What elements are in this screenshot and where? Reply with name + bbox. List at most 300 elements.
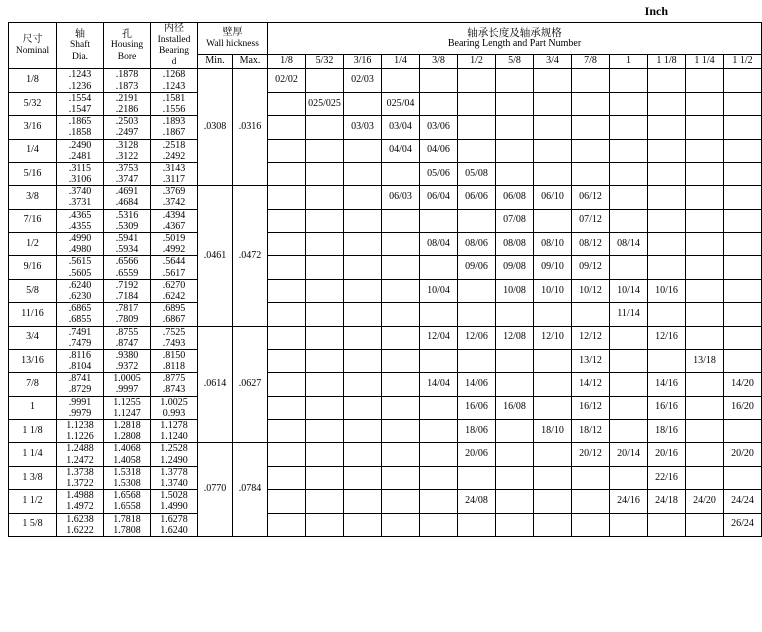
cell-part-number <box>572 162 610 185</box>
cell-part-number <box>534 162 572 185</box>
cell-part-number <box>610 420 648 443</box>
cell-part-number <box>496 69 534 92</box>
cell-part-number <box>686 139 724 162</box>
cell-part-number <box>610 186 648 209</box>
cell-part-number <box>458 349 496 372</box>
cell-shaft-dia: 1.2488 1.2472 <box>57 443 104 466</box>
cell-part-number <box>534 466 572 489</box>
cell-part-number <box>458 209 496 232</box>
cell-installed-bearing: .5019 .4992 <box>151 233 198 256</box>
cell-part-number <box>534 116 572 139</box>
cell-part-number: 26/24 <box>724 513 762 536</box>
cell-housing-bore: .2503 .2497 <box>104 116 151 139</box>
cell-part-number <box>306 233 344 256</box>
header-length-5: 1/2 <box>458 55 496 69</box>
cell-housing-bore: .5941 .5934 <box>104 233 151 256</box>
cell-part-number <box>572 116 610 139</box>
cell-part-number <box>610 116 648 139</box>
cell-nominal-size: 3/8 <box>9 186 57 209</box>
cell-part-number: 24/08 <box>458 490 496 513</box>
cell-housing-bore: .3753 .3747 <box>104 162 151 185</box>
cell-part-number: 13/18 <box>686 349 724 372</box>
cell-part-number <box>420 256 458 279</box>
cell-part-number: 04/06 <box>420 139 458 162</box>
table-row <box>9 92 762 115</box>
header-size-en: Nominal <box>15 46 50 56</box>
cell-part-number <box>306 116 344 139</box>
cell-part-number <box>268 303 306 326</box>
cell-shaft-dia: .8741 .8729 <box>57 373 104 396</box>
cell-part-number <box>268 279 306 302</box>
cell-part-number <box>268 209 306 232</box>
cell-part-number: 14/16 <box>648 373 686 396</box>
cell-part-number <box>306 420 344 443</box>
table-row <box>9 326 762 349</box>
cell-part-number: 14/20 <box>724 373 762 396</box>
cell-nominal-size: 5/16 <box>9 162 57 185</box>
cell-installed-bearing: .6270 .6242 <box>151 279 198 302</box>
header-bore-en2: Bearing <box>158 46 190 56</box>
cell-part-number <box>268 256 306 279</box>
table-row <box>9 420 762 443</box>
cell-wall-min: .0614 <box>198 326 233 443</box>
cell-part-number <box>686 373 724 396</box>
table-row <box>9 396 762 419</box>
cell-nominal-size: 1/8 <box>9 69 57 92</box>
cell-part-number <box>648 162 686 185</box>
cell-part-number <box>610 326 648 349</box>
cell-housing-bore: 1.6568 1.6558 <box>104 490 151 513</box>
header-row-group-titles <box>9 23 762 55</box>
table-row <box>9 490 762 513</box>
cell-part-number <box>724 256 762 279</box>
cell-part-number: 20/20 <box>724 443 762 466</box>
cell-part-number <box>686 326 724 349</box>
cell-part-number <box>306 303 344 326</box>
cell-shaft-dia: .6240 .6230 <box>57 279 104 302</box>
cell-shaft-dia: .3740 .3731 <box>57 186 104 209</box>
cell-part-number <box>344 326 382 349</box>
cell-part-number <box>724 466 762 489</box>
cell-nominal-size: 1 3/8 <box>9 466 57 489</box>
cell-part-number: 10/08 <box>496 279 534 302</box>
cell-shaft-dia: .6865 .6855 <box>57 303 104 326</box>
cell-part-number <box>610 69 648 92</box>
header-length-4: 3/8 <box>420 55 458 69</box>
cell-nominal-size: 7/8 <box>9 373 57 396</box>
cell-part-number <box>534 513 572 536</box>
cell-part-number <box>496 116 534 139</box>
cell-part-number: 12/16 <box>648 326 686 349</box>
table-row <box>9 256 762 279</box>
cell-nominal-size: 3/4 <box>9 326 57 349</box>
header-wall-en: Wall hickness <box>206 38 259 49</box>
cell-part-number <box>572 513 610 536</box>
header-housing-en1: Housing <box>110 40 144 51</box>
header-shaft-en1: Shaft <box>69 40 91 51</box>
cell-housing-bore: .7192 .7184 <box>104 279 151 302</box>
header-length-2: 3/16 <box>344 55 382 69</box>
cell-part-number: 05/06 <box>420 162 458 185</box>
cell-part-number <box>572 92 610 115</box>
cell-part-number <box>686 186 724 209</box>
cell-nominal-size: 1 <box>9 396 57 419</box>
cell-part-number <box>306 209 344 232</box>
cell-wall-min: .0308 <box>198 69 233 186</box>
cell-part-number: 16/08 <box>496 396 534 419</box>
cell-part-number: 18/16 <box>648 420 686 443</box>
cell-part-number <box>268 326 306 349</box>
cell-part-number <box>382 349 420 372</box>
cell-part-number: 24/18 <box>648 490 686 513</box>
cell-wall-max: .0472 <box>233 186 268 326</box>
table-row <box>9 162 762 185</box>
cell-installed-bearing: .3769 .3742 <box>151 186 198 209</box>
cell-part-number <box>306 326 344 349</box>
cell-part-number <box>382 443 420 466</box>
cell-part-number <box>420 303 458 326</box>
cell-part-number: 16/20 <box>724 396 762 419</box>
cell-part-number <box>496 373 534 396</box>
cell-part-number <box>572 490 610 513</box>
cell-part-number: 12/08 <box>496 326 534 349</box>
cell-part-number <box>268 139 306 162</box>
cell-shaft-dia: 1.1238 1.1226 <box>57 420 104 443</box>
cell-installed-bearing: 1.2528 1.2490 <box>151 443 198 466</box>
cell-part-number <box>382 279 420 302</box>
cell-housing-bore: 1.2818 1.2808 <box>104 420 151 443</box>
cell-part-number <box>344 443 382 466</box>
cell-wall-max: .0784 <box>233 443 268 537</box>
cell-part-number <box>458 303 496 326</box>
cell-part-number <box>686 233 724 256</box>
cell-part-number <box>268 349 306 372</box>
cell-part-number <box>344 209 382 232</box>
cell-part-number <box>306 69 344 92</box>
cell-part-number <box>382 162 420 185</box>
cell-part-number <box>382 373 420 396</box>
cell-part-number: 10/10 <box>534 279 572 302</box>
cell-part-number <box>420 513 458 536</box>
cell-part-number <box>306 513 344 536</box>
cell-shaft-dia: .9991 .9979 <box>57 396 104 419</box>
cell-part-number <box>610 349 648 372</box>
cell-wall-max: .0627 <box>233 326 268 443</box>
cell-part-number: 08/06 <box>458 233 496 256</box>
cell-wall-min: .0461 <box>198 186 233 326</box>
cell-part-number: 025/04 <box>382 92 420 115</box>
cell-installed-bearing: .3143 .3117 <box>151 162 198 185</box>
cell-part-number <box>458 513 496 536</box>
cell-part-number: 12/10 <box>534 326 572 349</box>
cell-nominal-size: 1 5/8 <box>9 513 57 536</box>
header-shaft-dia <box>57 23 104 69</box>
cell-part-number <box>534 69 572 92</box>
cell-part-number <box>344 162 382 185</box>
cell-shaft-dia: .3115 .3106 <box>57 162 104 185</box>
header-wall-thickness <box>198 23 268 55</box>
cell-part-number: 24/24 <box>724 490 762 513</box>
cell-shaft-dia: 1.6238 1.6222 <box>57 513 104 536</box>
cell-part-number <box>572 303 610 326</box>
unit-label: Inch <box>644 4 668 18</box>
cell-part-number <box>458 139 496 162</box>
cell-part-number <box>268 233 306 256</box>
cell-part-number <box>686 513 724 536</box>
cell-part-number: 08/14 <box>610 233 648 256</box>
header-size <box>9 23 57 69</box>
header-length-6: 5/8 <box>496 55 534 69</box>
cell-part-number: 14/06 <box>458 373 496 396</box>
cell-housing-bore: 1.5318 1.5308 <box>104 466 151 489</box>
cell-part-number: 09/10 <box>534 256 572 279</box>
cell-part-number <box>344 349 382 372</box>
cell-part-number: 08/12 <box>572 233 610 256</box>
cell-part-number: 16/12 <box>572 396 610 419</box>
cell-part-number <box>534 92 572 115</box>
cell-part-number <box>420 420 458 443</box>
cell-wall-min: .0770 <box>198 443 233 537</box>
cell-part-number <box>458 69 496 92</box>
bearing-specification-table <box>8 22 762 537</box>
cell-shaft-dia: .5615 .5605 <box>57 256 104 279</box>
cell-part-number <box>420 396 458 419</box>
cell-nominal-size: 3/16 <box>9 116 57 139</box>
cell-part-number <box>420 349 458 372</box>
cell-part-number <box>344 490 382 513</box>
cell-nominal-size: 9/16 <box>9 256 57 279</box>
table-row <box>9 139 762 162</box>
cell-housing-bore: .3128 .3122 <box>104 139 151 162</box>
header-bore-cn: 内径 <box>164 23 184 34</box>
cell-part-number: 07/12 <box>572 209 610 232</box>
cell-part-number <box>268 443 306 466</box>
cell-part-number <box>496 303 534 326</box>
header-bore-en1: Installed <box>157 34 191 45</box>
header-installed-bearing <box>151 23 198 69</box>
cell-part-number: 10/16 <box>648 279 686 302</box>
cell-part-number: 06/12 <box>572 186 610 209</box>
cell-part-number <box>382 303 420 326</box>
cell-part-number: 08/04 <box>420 233 458 256</box>
cell-installed-bearing: 1.5028 1.4990 <box>151 490 198 513</box>
cell-part-number <box>572 69 610 92</box>
cell-part-number <box>306 279 344 302</box>
table-row <box>9 443 762 466</box>
header-length-11: 1 1/4 <box>686 55 724 69</box>
cell-housing-bore: .2191 .2186 <box>104 92 151 115</box>
cell-nominal-size: 1/2 <box>9 233 57 256</box>
cell-wall-max: .0316 <box>233 69 268 186</box>
cell-part-number <box>344 233 382 256</box>
cell-part-number: 20/14 <box>610 443 648 466</box>
cell-part-number <box>306 162 344 185</box>
cell-part-number <box>572 139 610 162</box>
cell-part-number <box>344 92 382 115</box>
cell-part-number <box>306 490 344 513</box>
cell-part-number: 03/04 <box>382 116 420 139</box>
cell-part-number <box>648 186 686 209</box>
cell-part-number <box>268 373 306 396</box>
cell-part-number <box>382 209 420 232</box>
header-wall-min: Min. <box>198 55 233 69</box>
table-row <box>9 209 762 232</box>
cell-part-number <box>610 162 648 185</box>
cell-housing-bore: .5316 .5309 <box>104 209 151 232</box>
cell-part-number <box>268 490 306 513</box>
cell-part-number <box>648 303 686 326</box>
cell-nominal-size: 13/16 <box>9 349 57 372</box>
cell-part-number <box>648 233 686 256</box>
cell-part-number: 12/12 <box>572 326 610 349</box>
cell-part-number <box>496 162 534 185</box>
cell-shaft-dia: .1865 .1858 <box>57 116 104 139</box>
cell-part-number <box>344 279 382 302</box>
cell-part-number <box>344 466 382 489</box>
cell-part-number <box>344 373 382 396</box>
cell-part-number: 11/14 <box>610 303 648 326</box>
cell-part-number <box>344 420 382 443</box>
cell-part-number <box>686 92 724 115</box>
cell-part-number: 025/025 <box>306 92 344 115</box>
header-length-3: 1/4 <box>382 55 420 69</box>
cell-housing-bore: 1.7818 1.7808 <box>104 513 151 536</box>
header-length-10: 1 1/8 <box>648 55 686 69</box>
cell-nominal-size: 1 1/4 <box>9 443 57 466</box>
cell-shaft-dia: .1243 .1236 <box>57 69 104 92</box>
cell-part-number: 02/02 <box>268 69 306 92</box>
cell-part-number <box>534 490 572 513</box>
cell-part-number <box>344 186 382 209</box>
header-length-0: 1/8 <box>268 55 306 69</box>
header-length-8: 7/8 <box>572 55 610 69</box>
cell-part-number <box>610 466 648 489</box>
table-row <box>9 233 762 256</box>
table-row <box>9 349 762 372</box>
cell-part-number <box>686 396 724 419</box>
cell-part-number <box>724 233 762 256</box>
cell-part-number <box>534 443 572 466</box>
cell-part-number <box>496 349 534 372</box>
cell-part-number <box>306 466 344 489</box>
cell-part-number <box>382 513 420 536</box>
header-shaft-cn: 轴 <box>75 28 85 40</box>
header-length-7: 3/4 <box>534 55 572 69</box>
cell-shaft-dia: .1554 .1547 <box>57 92 104 115</box>
cell-part-number <box>686 420 724 443</box>
cell-part-number <box>686 443 724 466</box>
cell-part-number <box>534 209 572 232</box>
cell-part-number <box>610 209 648 232</box>
cell-shaft-dia: .8116 .8104 <box>57 349 104 372</box>
cell-part-number <box>268 466 306 489</box>
cell-part-number <box>724 326 762 349</box>
cell-part-number: 18/10 <box>534 420 572 443</box>
cell-part-number: 05/08 <box>458 162 496 185</box>
table-body <box>9 69 762 537</box>
table-row <box>9 303 762 326</box>
cell-part-number <box>496 443 534 466</box>
cell-part-number: 13/12 <box>572 349 610 372</box>
cell-part-number: 20/16 <box>648 443 686 466</box>
cell-nominal-size: 1/4 <box>9 139 57 162</box>
cell-nominal-size: 5/32 <box>9 92 57 115</box>
cell-part-number: 08/10 <box>534 233 572 256</box>
cell-installed-bearing: 1.6278 1.6240 <box>151 513 198 536</box>
cell-part-number <box>648 92 686 115</box>
cell-part-number <box>648 349 686 372</box>
cell-part-number: 06/06 <box>458 186 496 209</box>
cell-shaft-dia: 1.3738 1.3722 <box>57 466 104 489</box>
header-size-cn: 尺寸 <box>22 34 43 46</box>
cell-part-number <box>344 396 382 419</box>
cell-installed-bearing: 1.3778 1.3740 <box>151 466 198 489</box>
header-wall-max: Max. <box>233 55 268 69</box>
cell-shaft-dia: 1.4988 1.4972 <box>57 490 104 513</box>
cell-part-number <box>496 420 534 443</box>
cell-part-number <box>306 256 344 279</box>
cell-part-number: 16/16 <box>648 396 686 419</box>
cell-part-number: 09/12 <box>572 256 610 279</box>
cell-part-number <box>724 139 762 162</box>
cell-part-number <box>686 466 724 489</box>
cell-installed-bearing: .6895 .6867 <box>151 303 198 326</box>
cell-housing-bore: .7817 .7809 <box>104 303 151 326</box>
cell-part-number <box>496 139 534 162</box>
table-row <box>9 466 762 489</box>
cell-part-number: 09/08 <box>496 256 534 279</box>
cell-part-number: 04/04 <box>382 139 420 162</box>
cell-part-number <box>458 466 496 489</box>
cell-part-number <box>724 209 762 232</box>
table-row <box>9 69 762 92</box>
cell-part-number <box>534 303 572 326</box>
header-housing-bore <box>104 23 151 69</box>
cell-part-number <box>268 420 306 443</box>
header-length-12: 1 1/2 <box>724 55 762 69</box>
cell-part-number <box>724 162 762 185</box>
cell-part-number <box>610 139 648 162</box>
table-row <box>9 186 762 209</box>
header-housing-cn: 孔 <box>122 28 132 40</box>
cell-part-number: 06/03 <box>382 186 420 209</box>
cell-shaft-dia: .7491 .7479 <box>57 326 104 349</box>
cell-part-number <box>610 92 648 115</box>
cell-part-number <box>306 396 344 419</box>
cell-part-number <box>306 349 344 372</box>
cell-part-number <box>382 466 420 489</box>
cell-part-number: 10/12 <box>572 279 610 302</box>
cell-part-number <box>610 396 648 419</box>
cell-part-number <box>686 279 724 302</box>
cell-part-number <box>496 490 534 513</box>
cell-part-number <box>724 420 762 443</box>
cell-installed-bearing: 1.0025 0.993 <box>151 396 198 419</box>
table-row <box>9 116 762 139</box>
cell-part-number <box>724 279 762 302</box>
cell-part-number <box>420 490 458 513</box>
cell-part-number <box>610 256 648 279</box>
cell-part-number <box>648 209 686 232</box>
cell-part-number <box>268 92 306 115</box>
cell-installed-bearing: .2518 .2492 <box>151 139 198 162</box>
cell-part-number: 12/06 <box>458 326 496 349</box>
header-bore-en3: d <box>171 57 177 68</box>
cell-part-number: 06/10 <box>534 186 572 209</box>
cell-nominal-size: 1 1/2 <box>9 490 57 513</box>
cell-nominal-size: 1 1/8 <box>9 420 57 443</box>
cell-part-number: 09/06 <box>458 256 496 279</box>
